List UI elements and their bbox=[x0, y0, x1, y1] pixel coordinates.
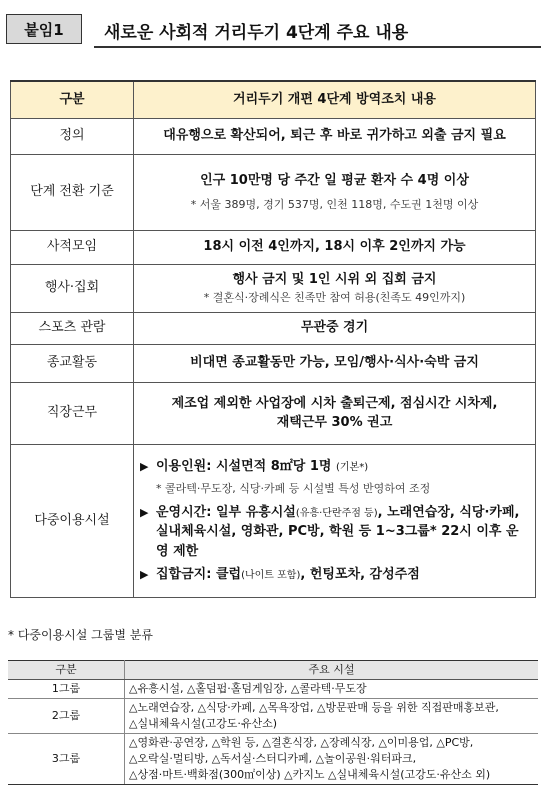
hours-text-line2: 실내체육시설, 영화관, PC방, 학원 등 1~3그룹* 22시 이후 운영 제한 bbox=[156, 524, 519, 559]
hours-text-b: , 노래연습장, 식당·카페, bbox=[377, 504, 520, 520]
facility-bullet-ban bbox=[140, 565, 529, 585]
criteria-note: * 서울 389명, 경기 537명, 인천 118명, 수도권 1천명 이상 bbox=[190, 197, 479, 211]
document-header bbox=[6, 12, 541, 48]
group-items-line: △오락실·멀티방, △독서실·스터디카페, △놀이공원·워터파크, bbox=[129, 751, 417, 765]
group-row-3 bbox=[8, 733, 538, 784]
facility-bullet-hours bbox=[140, 503, 529, 562]
table-row-facilities bbox=[11, 445, 536, 598]
header-content-cell: 거리두기 개편 4단계 방역조치 내용 bbox=[134, 81, 536, 119]
triangle-bullet-icon: ▶ bbox=[140, 505, 149, 519]
workplace-line1: 제조업 제외한 사업장에 시차 출퇴근제, 점심시간 시차제, bbox=[171, 395, 498, 411]
table-row-workplace bbox=[11, 383, 536, 445]
document-title: 새로운 사회적 거리두기 4단계 주요 내용 bbox=[104, 23, 409, 43]
group-row-1 bbox=[8, 680, 538, 699]
triangle-bullet-icon: ▶ bbox=[140, 568, 149, 582]
group-name: 3그룹 bbox=[8, 733, 125, 784]
row-label: 행사·집회 bbox=[11, 265, 134, 313]
triangle-bullet-icon: ▶ bbox=[140, 460, 149, 473]
group-items bbox=[125, 698, 539, 733]
group-items bbox=[125, 680, 539, 699]
table-row-events bbox=[11, 265, 536, 313]
row-content: 무관중 경기 bbox=[134, 313, 536, 345]
distancing-level4-table bbox=[10, 80, 536, 598]
table-header-row bbox=[11, 81, 536, 119]
group-items-line: △영화관·공연장, △학원 등, △결혼식장, △장례식장, △이미용업, △PC방, bbox=[129, 735, 474, 749]
items-header-label: 주요 시설 bbox=[125, 661, 539, 680]
ban-text-a: 집합금지: 클럽 bbox=[156, 567, 242, 583]
facility-bullet-capacity bbox=[140, 457, 529, 477]
row-label: 정의 bbox=[11, 119, 134, 155]
group-header-label: 구분 bbox=[8, 661, 125, 680]
group-table-header bbox=[8, 661, 538, 680]
group-footnote: * 다중이용시설 그룹별 분류 bbox=[8, 628, 153, 642]
row-content bbox=[134, 155, 536, 231]
events-note: * 결혼식·장례식은 친족만 참여 허용(친족도 49인까지) bbox=[203, 290, 466, 304]
table-row-criteria bbox=[11, 155, 536, 231]
workplace-line2: 재택근무 30% 권고 bbox=[276, 414, 393, 430]
row-label: 스포츠 관람 bbox=[11, 313, 134, 345]
ban-text-b: , 헌팅포차, 감성주점 bbox=[300, 567, 420, 583]
row-content: 대유행으로 확산되어, 퇴근 후 바로 귀가하고 외출 금지 필요 bbox=[134, 119, 536, 155]
group-items-line: △상점·마트·백화점(300㎡이상) △카지노 △실내체육시설(고강도·유산소 외) bbox=[129, 767, 491, 781]
facility-group-table bbox=[8, 660, 538, 785]
row-content bbox=[134, 445, 536, 598]
capacity-text: 이용인원: 시설면적 8㎡당 1명 bbox=[156, 459, 332, 474]
table-row-private-gathering bbox=[11, 231, 536, 265]
group-name: 2그룹 bbox=[8, 698, 125, 733]
row-content: 비대면 종교활동만 가능, 모임/행사·식사·숙박 금지 bbox=[134, 345, 536, 383]
table-row-definition bbox=[11, 119, 536, 155]
header-underline bbox=[94, 46, 541, 48]
header-label-cell: 구분 bbox=[11, 81, 134, 119]
row-content bbox=[134, 383, 536, 445]
table-row-religion bbox=[11, 345, 536, 383]
row-label: 단계 전환 기준 bbox=[11, 155, 134, 231]
attachment-badge: 붙임1 bbox=[6, 14, 82, 44]
group-items-line: △실내체육시설(고강도·유산소) bbox=[129, 716, 278, 730]
group-items-line: △노래연습장, △식당·카페, △목욕장업, △방문판매 등을 위한 직접판매홍보관, bbox=[129, 700, 499, 714]
row-content: 18시 이전 4인까지, 18시 이후 2인까지 가능 bbox=[134, 231, 536, 265]
capacity-small: (기본*) bbox=[335, 462, 369, 473]
row-label: 사적모임 bbox=[11, 231, 134, 265]
ban-small: (나이트 포함) bbox=[241, 570, 301, 582]
group-name: 1그룹 bbox=[8, 680, 125, 699]
group-row-2 bbox=[8, 698, 538, 733]
events-main: 행사 금지 및 1인 시위 외 집회 금지 bbox=[232, 272, 437, 288]
row-content bbox=[134, 265, 536, 313]
group-items-line: △유흥시설, △홀덤펍·홀덤게임장, △콜라텍·무도장 bbox=[129, 682, 367, 695]
criteria-main: 인구 10만명 당 주간 일 평균 환자 수 4명 이상 bbox=[200, 173, 469, 189]
row-label: 직장근무 bbox=[11, 383, 134, 445]
row-label: 다중이용시설 bbox=[11, 445, 134, 598]
hours-small: (유흥·단란주점 등) bbox=[295, 507, 378, 519]
hours-text-a: 운영시간: 일부 유흥시설 bbox=[156, 504, 296, 520]
row-label: 종교활동 bbox=[11, 345, 134, 383]
group-items bbox=[125, 733, 539, 784]
capacity-note: * 콜라텍·무도장, 식당·카페 등 시설별 특성 반영하여 조정 bbox=[156, 482, 431, 495]
table-row-sports bbox=[11, 313, 536, 345]
